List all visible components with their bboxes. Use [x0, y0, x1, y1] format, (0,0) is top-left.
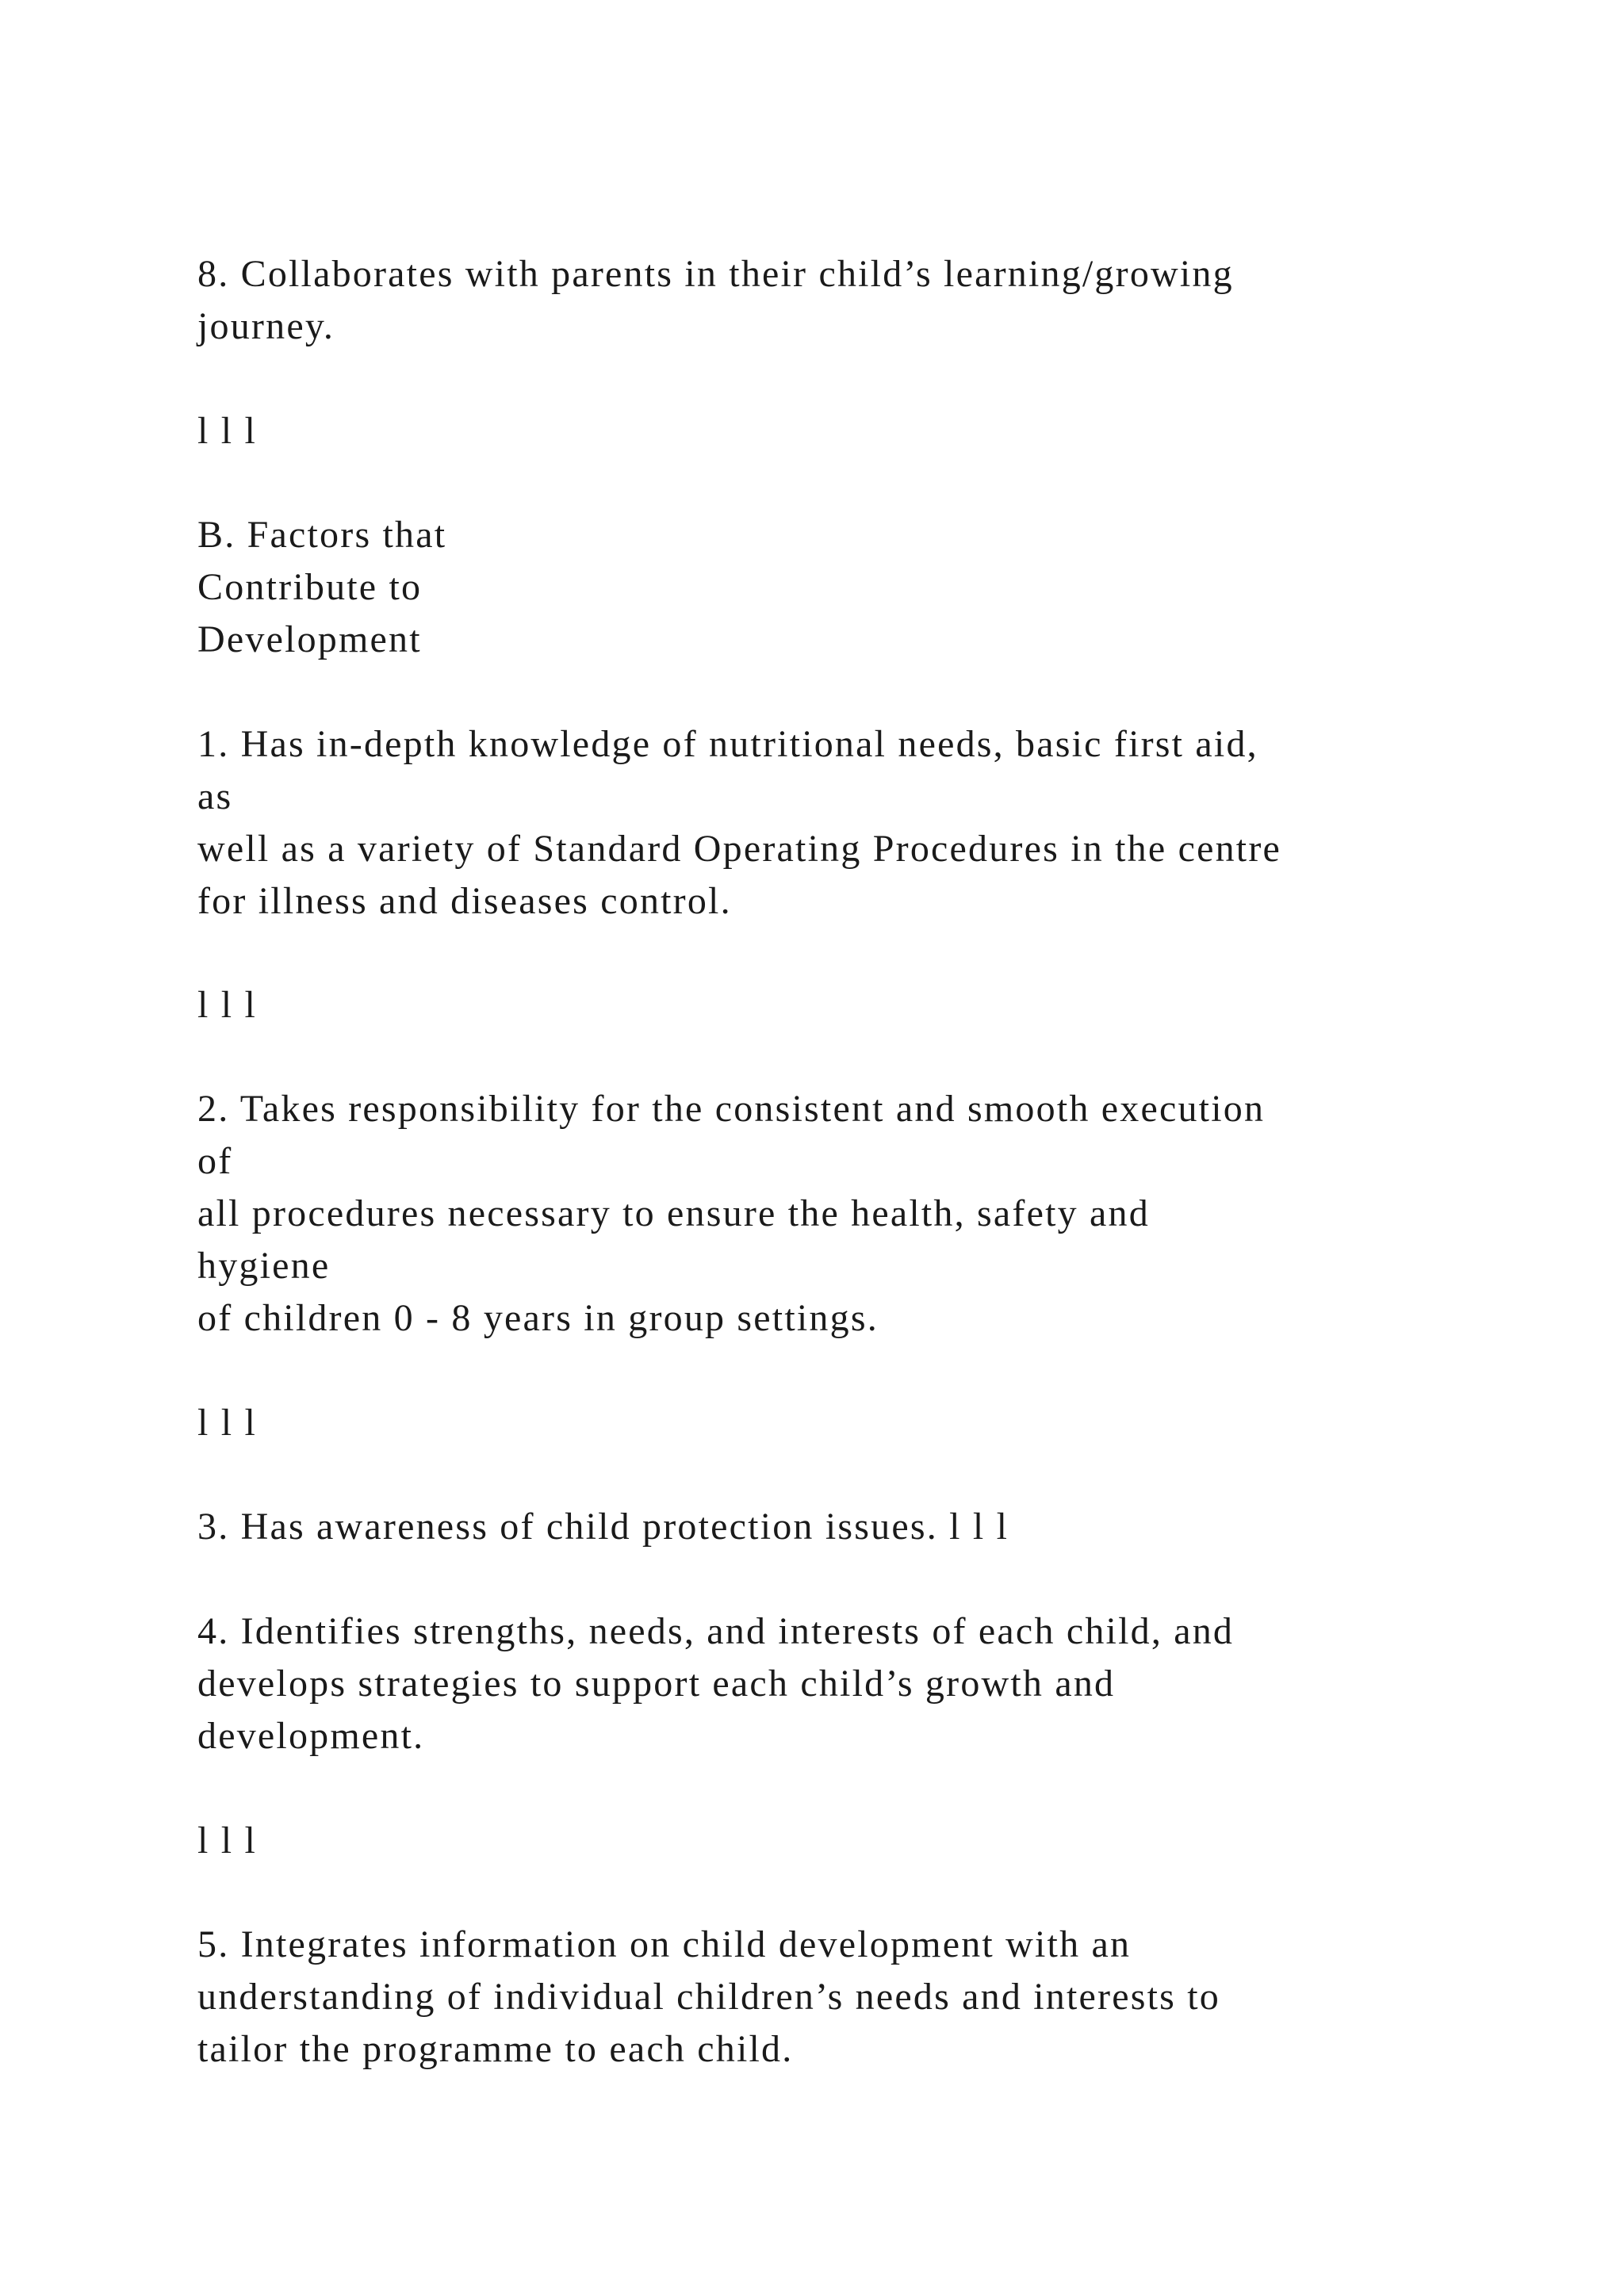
- rating-marks: [197, 1815, 257, 1867]
- rating-marks: [197, 405, 257, 457]
- text-line: tailor the programme to each child.: [197, 2028, 794, 2070]
- text-line: as: [197, 775, 233, 817]
- text-line: 4. Identifies strengths, needs, and interests of each child, and: [197, 1610, 1235, 1652]
- text-line: well as a variety of Standard Operating Procedures in the centre: [197, 828, 1282, 870]
- text-line: 5. Integrates information on child development with an: [197, 1923, 1132, 1965]
- rating-marks-text: l l l: [197, 410, 258, 452]
- section-heading-line: B. Factors that: [197, 514, 447, 556]
- text-line: 2. Takes responsibility for the consistent and smooth execution: [197, 1088, 1266, 1130]
- section-heading-b: [197, 509, 446, 666]
- text-line: understanding of individual children’s needs and interests to: [197, 1976, 1220, 2018]
- rating-marks-text: l l l: [197, 984, 258, 1026]
- competency-item-2: [197, 1083, 1265, 1345]
- text-line: of: [197, 1140, 233, 1182]
- text-line: of children 0 - 8 years in group settings.: [197, 1297, 879, 1339]
- section-heading-line: Development: [197, 618, 422, 660]
- competency-item-5: [197, 1919, 1220, 2076]
- text-line: for illness and diseases control.: [197, 880, 732, 922]
- text-line: develops strategies to support each child’s growth and: [197, 1663, 1116, 1705]
- text-line: 8. Collaborates with parents in their child’s learning/growing: [197, 253, 1234, 295]
- text-line: journey.: [197, 305, 335, 347]
- rating-marks: [197, 1397, 257, 1449]
- rating-marks-text: l l l: [197, 1402, 258, 1444]
- competency-item-1: [197, 718, 1281, 928]
- text-line: 3. Has awareness of child protection issues. l l l: [197, 1506, 1009, 1548]
- competency-item-3: [197, 1501, 1009, 1553]
- competency-item-4: [197, 1605, 1234, 1762]
- rating-marks: [197, 979, 257, 1031]
- text-line: hygiene: [197, 1245, 331, 1287]
- competency-item-8: [197, 248, 1234, 353]
- text-line: all procedures necessary to ensure the health, safety and: [197, 1192, 1150, 1234]
- section-heading-line: Contribute to: [197, 566, 423, 608]
- rating-marks-text: l l l: [197, 1820, 258, 1862]
- text-line: 1. Has in-depth knowledge of nutritional needs, basic first aid,: [197, 723, 1258, 765]
- text-line: development.: [197, 1715, 425, 1757]
